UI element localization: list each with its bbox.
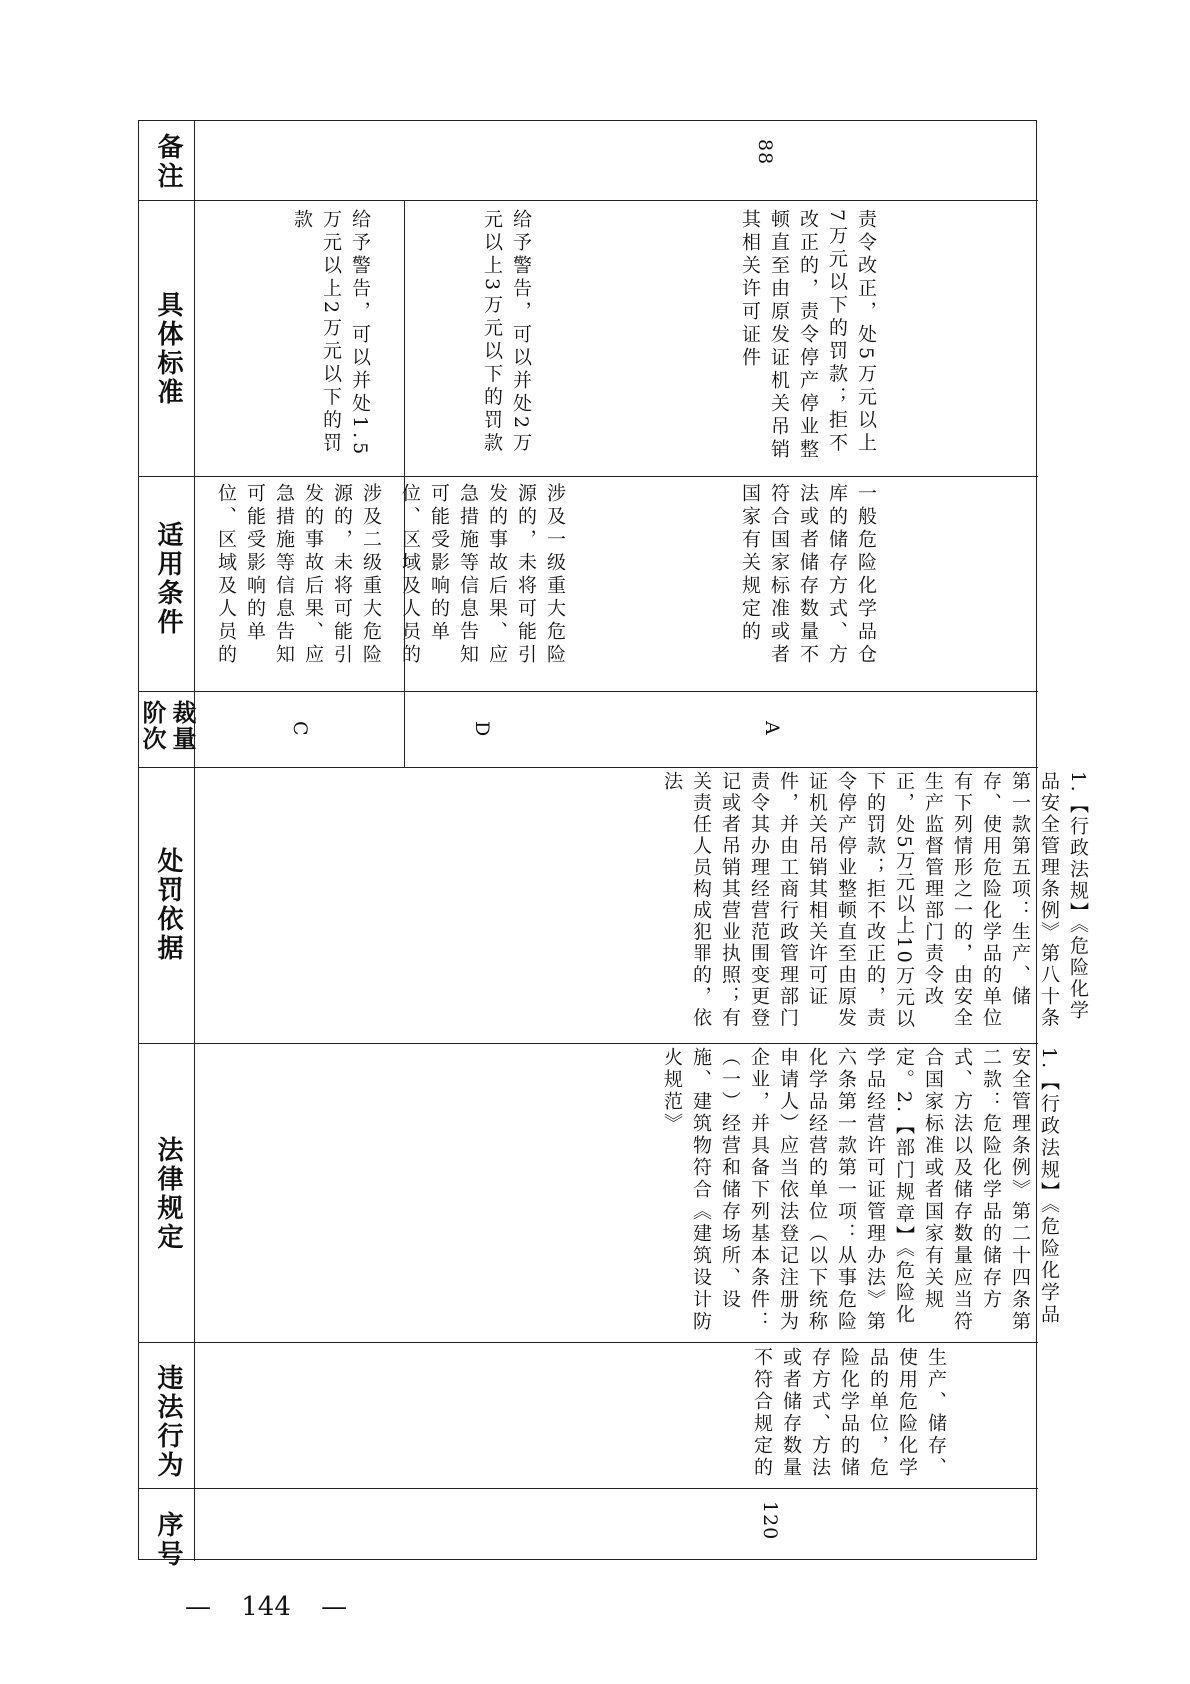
table-rule [194, 121, 195, 1561]
page-footer [185, 1592, 347, 1622]
condition-c: 涉及二级重大危险源的，未将可能引发的事故后果、应急措施等信息告知可能受影响的单位、区域及人员的 [215, 483, 382, 667]
header-violation: 违法行为 [153, 1364, 183, 1480]
header-seq: 序号 [153, 1511, 183, 1569]
footer-dash-right: — [321, 1592, 348, 1622]
header-level: 裁量阶次 [138, 700, 196, 752]
row-seq: 120 [759, 1501, 781, 1541]
header-standard: 具体标准 [153, 291, 183, 407]
table-rule [139, 1488, 1038, 1489]
table-rule [139, 476, 1038, 477]
table-rule [139, 691, 1038, 692]
footer-dash-left: — [185, 1592, 211, 1622]
header-law: 法律规定 [153, 1136, 183, 1252]
grade-a: A [761, 721, 783, 736]
violation-text: 生产、储存、使用危险化学品的单位，危险化学品的储存方式、方法或者储存数量不符合规定的 [751, 1347, 947, 1479]
grade-d: D [471, 721, 493, 738]
page-number: 144 [241, 1592, 291, 1622]
table-rule [139, 1342, 1038, 1343]
header-condition: 适用条件 [153, 521, 183, 637]
condition-d: 涉及一级重大危险源的，未将可能引发的事故后果、应急措施等信息告知可能受影响的单位、区域及人员的 [399, 483, 566, 667]
legal-provision: 1.【行政法规】《危险化学品安全管理条例》第二十四条第二款：危险化学品的储存方式、方法以及储存数量应当符合国家标准或者国家有关规定。2.【部门规章】《危险化学品经营许可证管理办法》第六条第一款第一项：从事危险化学品经营的单位（以下统称申请人）应当依法登记注册为企业，并具备下列基本条件：（一）经营和储存场所、设施、建筑物符合《建筑设计防火规范》 [661, 1047, 1060, 1333]
standard-a: 责令改正，处5万元以上7万元以下的罚款；拒不改正的，责令停产停业整顿直至由原发证机关吊销其相关许可证件 [739, 209, 877, 462]
table-rule [139, 767, 1038, 768]
header-remark: 备注 [153, 133, 183, 191]
standard-d: 给予警告，可以并处2万元以上3万元以下的罚款 [481, 209, 532, 456]
standard-c: 给予警告，可以并处1.5万元以上2万元以下的罚款 [291, 209, 371, 459]
penalty-basis: 1.【行政法规】《危险化学品安全管理条例》第八十条第一款第五项：生产、储存、使用危险化学品的单位有下列情形之一的，由安全生产监督管理部门责令改正，处5万元以上10万元以下的罚款；拒不改正的，责令停产停业整顿直至由原发证机关吊销其相关许可证件，并由工商行政管理部门责令其办理经营范围变更登记或者吊销其营业执照；有关责任人员构成犯罪的，依法 [661, 771, 1089, 1030]
grade-c: C [289, 721, 311, 737]
condition-a: 一般危险化学品仓库的储存方式、方法或者储存数量不符合国家标准或者国家有关规定的 [739, 483, 877, 667]
table-rule [139, 1043, 1038, 1044]
remark-value: 88 [754, 139, 776, 166]
table-rule [139, 200, 1038, 201]
header-basis: 处罚依据 [153, 847, 183, 963]
penalty-table [138, 120, 1089, 1569]
